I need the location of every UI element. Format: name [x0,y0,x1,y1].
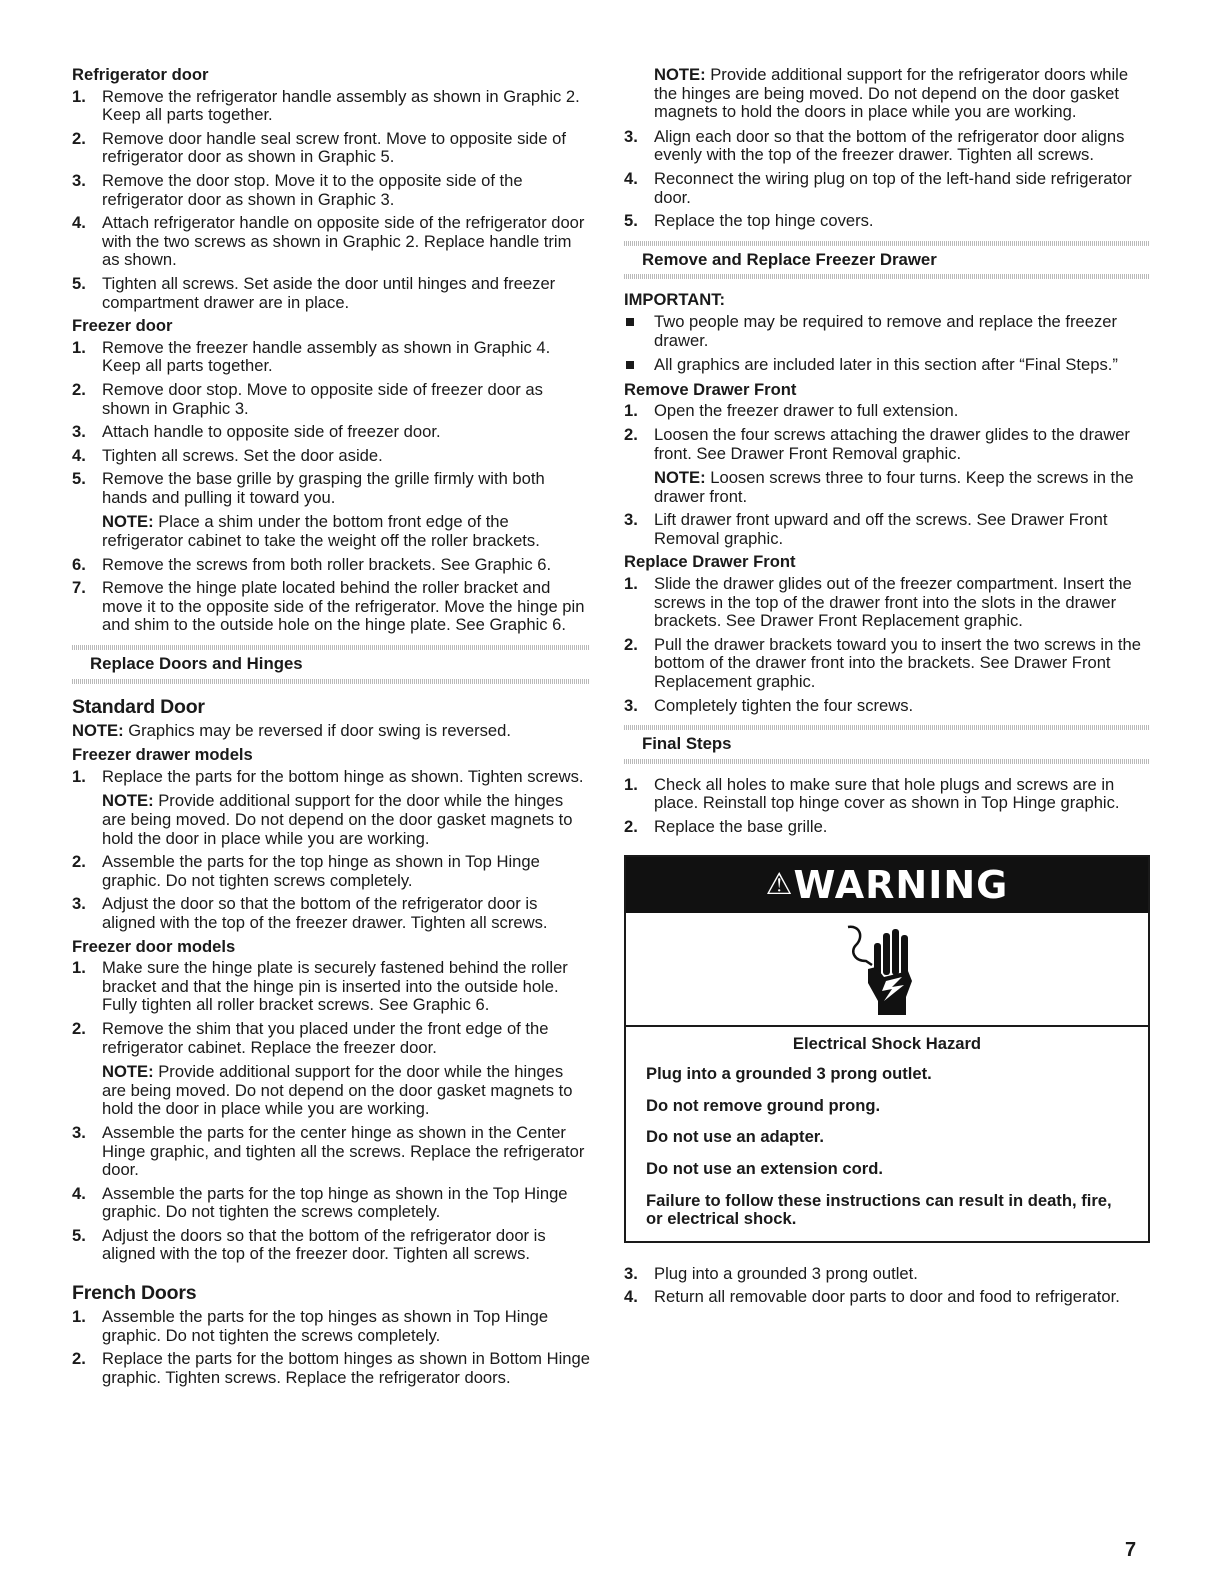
step-text: Align each door so that the bottom of the refrigerator door aligns evenly with the top of the freezer drawer. Tighten all screws. [654,126,1125,165]
list-item [72,959,590,1015]
list-item [72,556,590,575]
note-label: NOTE: [654,65,706,84]
step-number: 2. [624,634,638,654]
french-doors-steps [72,1308,590,1387]
list-item [624,776,1150,813]
step-number: 3. [72,422,86,442]
step-text: Attach refrigerator handle on opposite side of the refrigerator door with the two screws as shown in Graphic 2. Replace handle trim as shown. [102,213,585,270]
step-text: Remove the door stop. Move it to the opposite side of the refrigerator door as shown in Graphic 3. [102,170,523,209]
list-item [624,170,1150,207]
step-number: 2. [624,817,638,836]
warning-line: Failure to follow these instructions can result in death, fire, or electrical shock. [646,1190,1112,1229]
step-number: 2. [72,1018,86,1038]
replace-drawer-front-steps [624,575,1150,715]
step-text: Adjust the door so that the bottom of the refrigerator door is aligned with the top of the freezer drawer. Tighten all screws. [102,894,548,932]
step-number: 4. [624,1287,638,1307]
note-label: NOTE: [102,1062,154,1082]
list-item [72,895,590,932]
step-number: 2. [72,1349,86,1369]
step-number: 2. [624,424,638,444]
step-number: 5. [72,273,86,293]
note [624,66,1150,122]
list-item [72,423,590,442]
remove-drawer-front-heading: Remove Drawer Front [624,379,797,399]
top-steps [624,128,1150,231]
freezer-door-models-steps [72,959,590,1264]
final-steps [624,776,1150,837]
bullet-text: All graphics are included later in this section after “Final Steps.” [654,355,1118,375]
step-text: Attach handle to opposite side of freezer door. [102,422,441,442]
note [654,469,1150,506]
section-band-freezer-drawer: Remove and Replace Freezer Drawer [624,241,1150,280]
bullet-square-icon [626,318,634,326]
hazard-title: Electrical Shock Hazard [792,1033,982,1053]
step-number: 1. [72,1307,86,1327]
step-text: Remove the base grille by grasping the grille firmly with both hands and pulling it toward you. [102,469,545,507]
page-number: 7 [1125,1539,1137,1561]
step-text: Replace the parts for the bottom hinge as shown. Tighten screws. [102,766,584,786]
step-number: 2. [72,379,86,399]
list-item [72,88,590,125]
step-number: 4. [624,168,638,188]
list-item [72,1227,590,1264]
step-text: Remove door stop. Move to opposite side of freezer door as shown in Graphic 3. [102,379,543,418]
right-column [624,66,1150,1312]
step-text: Reconnect the wiring plug on top of the left-hand side refrigerator door. [654,168,1132,207]
step-number: 1. [624,574,638,594]
warning-box [624,855,1150,1243]
list-item [624,1265,1150,1284]
note [102,792,590,848]
step-text: Assemble the parts for the center hinge as shown in the Center Hinge graphic, and tighten all the screws. Replace the refrigerator door. [102,1122,585,1180]
replace-drawer-front-heading: Replace Drawer Front [624,552,796,572]
note-text: Graphics may be reversed if door swing is reversed. [123,720,511,740]
left-column [72,66,590,1392]
list-item [624,128,1150,165]
list-item [72,275,590,312]
note-label: NOTE: [102,512,154,532]
step-number: 4. [72,213,86,233]
note-text: Provide additional support for the door while the hinges are being moved. Do not depend on the door gasket magnets to hold the door in place while you are working. [102,791,573,848]
list-item [72,172,590,209]
list-item [624,575,1150,631]
step-text: Slide the drawer glides out of the freezer compartment. Insert the screws in the top of the drawer front into the slots in the drawer brackets. See Drawer Front Replacement graphic. [654,574,1132,631]
freezer-door-steps [72,339,590,635]
note-text: Provide additional support for the refrigerator doors while the hinges are being moved. Do not depend on the door gasket magnets to hold the doors in place while you are working. [654,65,1129,122]
standard-door-heading: Standard Door [72,695,205,718]
step-number: 3. [624,695,638,715]
list-item [624,402,1150,421]
list-item [72,579,590,635]
step-text: Remove the freezer handle assembly as shown in Graphic 4. Keep all parts together. [102,337,551,376]
freezer-drawer-models-steps [72,768,590,933]
bullet-text: Two people may be required to remove and replace the freezer drawer. [654,311,1118,350]
step-number: 3. [72,170,86,190]
step-text: Remove the screws from both roller brackets. See Graphic 6. [102,554,552,574]
step-number: 2. [72,128,86,148]
step-number: 5. [72,469,86,489]
step-number: 1. [624,774,638,794]
note-text: Provide additional support for the door while the hinges are being moved. Do not depend on the door gasket magnets to hold the door in place while you are working. [102,1062,573,1119]
step-number: 6. [72,554,86,574]
warning-line: Do not remove ground prong. [646,1095,881,1115]
list-item [72,1185,590,1222]
warning-line: Plug into a grounded 3 prong outlet. [646,1064,932,1084]
step-text: Check all holes to make sure that hole plugs and screws are in place. Reinstall top hinge cover as shown in Top Hinge graphic. [654,774,1120,813]
step-number: 2. [72,852,86,872]
freezer-drawer-models-heading: Freezer drawer models [72,745,253,765]
list-item [72,339,590,376]
warning-icon-area [626,913,1148,1027]
step-text: Open the freezer drawer to full extension. [654,401,959,421]
list-item [624,313,1150,350]
list-item [72,470,590,550]
refrigerator-door-steps [72,88,590,313]
note-text: Loosen screws three to four turns. Keep the screws in the drawer front. [654,468,1134,506]
list-item [72,130,590,167]
step-text: Assemble the parts for the top hinges as shown in Top Hinge graphic. Do not tighten the screws completely. [102,1307,549,1345]
warning-triangle-icon: ⚠ [765,866,794,902]
step-number: 3. [72,1122,86,1142]
step-number: 5. [72,1225,86,1245]
list-item [72,1020,590,1119]
note-label: NOTE: [654,468,706,488]
step-number: 1. [624,401,638,421]
step-text: Remove the shim that you placed under the front edge of the refrigerator cabinet. Replace the freezer door. [102,1018,549,1057]
french-doors-heading: French Doors [72,1282,197,1305]
warning-line: Do not use an adapter. [646,1127,824,1147]
list-item [624,511,1150,548]
note-label: NOTE: [102,791,154,811]
step-text: Plug into a grounded 3 prong outlet. [654,1263,918,1283]
section-band-replace-doors: Replace Doors and Hinges [72,645,590,684]
step-text: Completely tighten the four screws. [654,695,914,715]
freezer-door-models-heading: Freezer door models [72,936,236,956]
step-number: 4. [72,1183,86,1203]
note [102,513,590,550]
step-text: Remove door handle seal screw front. Move to opposite side of refrigerator door as shown in Graphic 5. [102,128,566,167]
list-item [72,447,590,466]
list-item [624,212,1150,231]
remove-drawer-front-steps [624,402,1150,548]
step-number: 3. [624,1263,638,1283]
list-item [624,426,1150,506]
bottom-steps [624,1265,1150,1307]
list-item [624,636,1150,692]
step-text: Lift drawer front upward and off the screws. See Drawer Front Removal graphic. [654,510,1108,548]
note [72,722,590,741]
step-number: 1. [72,86,86,106]
list-item [72,1308,590,1345]
electrical-shock-hand-icon [844,921,930,1017]
step-number: 1. [72,337,86,357]
step-number: 3. [624,510,638,530]
list-item [624,1288,1150,1307]
step-number: 4. [72,445,86,465]
step-text: Remove the hinge plate located behind the roller bracket and move it to the opposite side of the refrigerator. Move the hinge pin and shim to the outside hole on the hinge plate. See Graphic 6. [102,578,585,635]
warning-line: Do not use an extension cord. [646,1158,883,1178]
refrigerator-door-heading: Refrigerator door [72,65,209,84]
step-text: Replace the top hinge covers. [654,211,874,231]
section-band-final-steps: Final Steps [624,725,1150,764]
note-text: Place a shim under the bottom front edge of the refrigerator cabinet to take the weight off the roller brackets. [102,512,540,551]
step-text: Assemble the parts for the top hinge as shown in Top Hinge graphic. Do not tighten screws completely. [102,852,540,890]
step-text: Pull the drawer brackets toward you to insert the two screws in the bottom of the drawer front into the brackets. See Drawer Front Replacement graphic. [654,634,1141,692]
list-item [72,1350,590,1387]
warning-body [626,1027,1148,1241]
important-bullets [624,313,1150,375]
list-item [72,1124,590,1180]
step-text: Remove the refrigerator handle assembly as shown in Graphic 2. Keep all parts together. [102,86,580,125]
list-item [624,356,1150,375]
step-text: Loosen the four screws attaching the drawer glides to the drawer front. See Drawer Front Removal graphic. [654,424,1130,463]
warning-title: WARNING [793,862,1009,907]
list-item [72,214,590,270]
important-heading: IMPORTANT: [624,290,726,310]
step-number: 3. [72,894,86,914]
freezer-door-heading: Freezer door [72,316,173,336]
list-item [624,818,1150,837]
step-text: Adjust the doors so that the bottom of the refrigerator door is aligned with the top of the freezer door. Tighten all screws. [102,1225,546,1264]
list-item [624,697,1150,716]
step-text: Tighten all screws. Set aside the door until hinges and freezer compartment drawer are in place. [102,273,556,312]
list-item [72,768,590,848]
list-item [72,853,590,890]
step-text: Make sure the hinge plate is securely fastened behind the roller bracket and that the hinge pin is inserted into the outside hole. Fully tighten all roller bracket screws. See Graphic 6. [102,958,568,1015]
step-text: Return all removable door parts to door and food to refrigerator. [654,1287,1120,1307]
note [102,1063,590,1119]
step-number: 1. [72,958,86,978]
step-text: Tighten all screws. Set the door aside. [102,445,383,465]
step-text: Assemble the parts for the top hinge as shown in the Top Hinge graphic. Do not tighten the screws completely. [102,1183,568,1222]
warning-header [626,857,1148,913]
step-text: Replace the base grille. [654,817,828,836]
note-label: NOTE: [72,720,124,740]
step-text: Replace the parts for the bottom hinges as shown in Bottom Hinge graphic. Tighten screws. Replace the refrigerator doors. [102,1349,590,1387]
step-number: 1. [72,766,86,786]
bullet-square-icon [626,361,634,369]
step-number: 5. [624,211,638,231]
step-number: 7. [72,578,86,598]
step-number: 3. [624,126,638,146]
list-item [72,381,590,418]
